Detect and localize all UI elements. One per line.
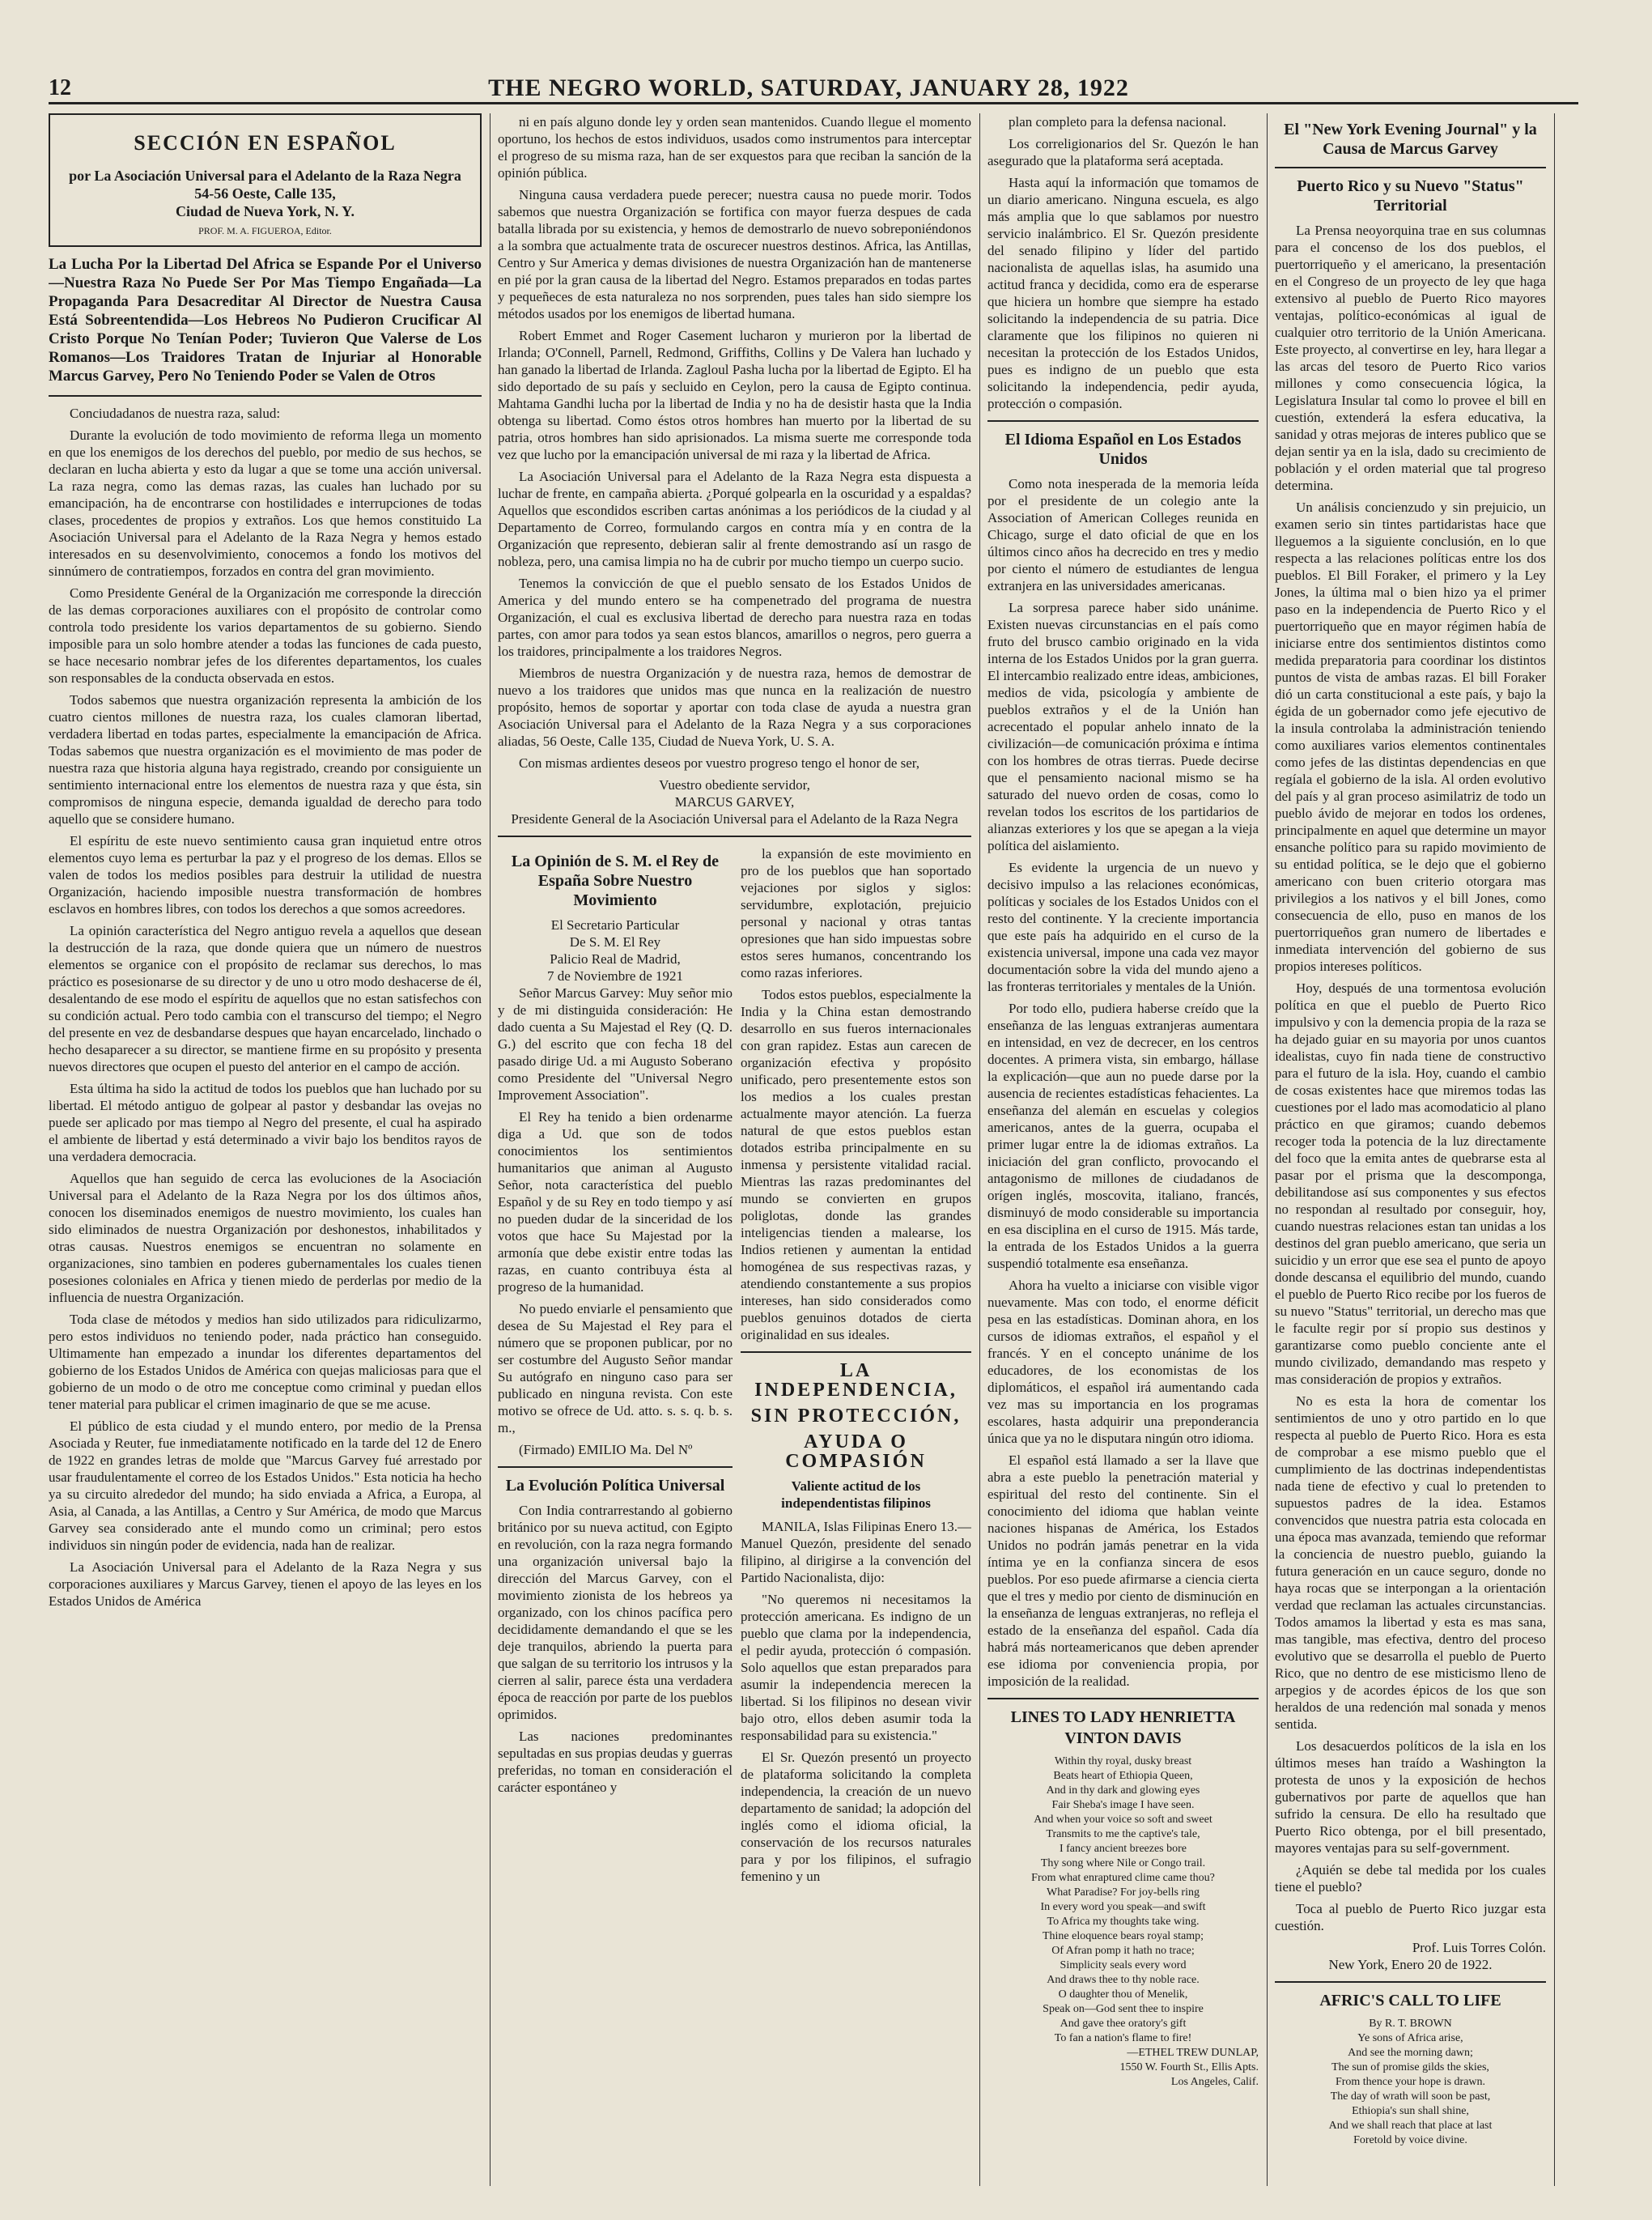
poem-address: Los Angeles, Calif. [1170,2076,1259,2088]
evolucion-title: La Evolución Política Universal [505,1477,725,1495]
poem-line: Thine eloquence bears royal stamp; [1042,1930,1204,1942]
paragraph: Por todo ello, pudiera haberse creído que la enseñanza de las lenguas extranjeras aumentara en intensidad, en vez de decrecer, en los centros docentes. A primera vista, sin embargo, hállase la explicación—que aun no puede darse por la ausencia de recientes estadísticas fehacientes. La enseñanza del alemán en escuelas y colegios americanos, antes de la guerra, ocupaba el primer lugar entre la de idiomas extraños. La iniciación del gran conflicto, provocando el antagonismo de millones de ciudadanos de orígen inglés, moscovita, italiano, francés, disminuyó de modo considerable su importancia en esa disciplina en el curso de 1915. Más tarde, la entrada de los Estados Unidos a la guerra suspendió totalmente esa enseñanza. [987,1001,1259,1271]
independencia-title: AYUDA O COMPASIÓN [785,1431,927,1472]
rey-header-line: Palicio Real de Madrid, [550,951,681,967]
independencia-title: SIN PROTECCIÓN, [750,1406,962,1427]
paragraph: Es evidente la urgencia de un nuevo y decisivo impulso a las relaciones económicas, políticas y sociales de los Estados Unidos con el resto del continente. Y la creciente importancia que este país ha adquirido en el curso de la existencia universal, impone una cada vez mayor documentación sobre la vida del mundo ajeno a las fronteras territoriales y mentales de la Unión. [987,860,1259,994]
paragraph: Hasta aquí la información que tomamos de un diario americano. Ninguna escuela, es algo más amplia que lo que sablamos por nuestro servicio inalámbrico. El Sr. Quezón presidente del senado filipino y líder del partido nacionalista de aquellas islas, ha asumido una actitud franca y decidida, como era de esperarse que hiciera un hombre que siempre ha estado solicitando la independencia de su patria. Dice claramente que los filipinos no quieren ni necesitan la protección de los Estados Unidos, pues es indigno de un pueblo que esta solicitando la independencia, pedir ayuda, protección o compasión. [987,175,1259,411]
ny-journal-title: El "New York Evening Journal" y la Causa de Marcus Garvey [1284,121,1537,158]
quezon-continuation [987,113,1259,412]
poem-title: VINTON DAVIS [1064,1729,1182,1747]
rey-body [498,985,733,1458]
poem-line: The sun of promise gilds the skies, [1331,2061,1489,2073]
column-rule [1267,113,1268,2186]
paragraph: Las naciones predominantes sepultadas en sus propias deudas y guerras preferidas, no toman en consideración el carácter espontáneo y [498,1729,733,1795]
divider [1275,1981,1546,1983]
paragraph: La Asociación Universal para el Adelanto de la Raza Negra esta dispuesta a luchar de frente, en campaña abierta. ¿Porqué golpearla en la oscuridad y a espaldas? Aquellos que escondidos escriben cartas anónimas a los periódicos de la ciudad y al Departamento de Correo, formulando cargos en contra mía y en contra de la Organización que represento, debieran salir al frente demostrando así un rasgo de nobleza, pero, una camisa limpia no ha de cubrir por mucho tiempo un cuerpo sucio. [498,469,971,569]
paragraph: Aquellos que han seguido de cerca las evoluciones de la Asociación Universal para el Adelanto de la Raza Negra por los dos últimos años, conocen los diseminados enemigos de nuestro movimiento, los cuales han sido eliminados de nuestra Organización por deshonestos, inhabilitados y otras causas. Nuestros enemigos se encuentran no solamente en organizaciones, sino tambien en poderes gubernamentales los cuales tienen posesiones coloniales en Africa y tienen miedo de perderlas por medio de la influencia de nuestra Organización. [49,1171,482,1305]
paragraph: ¿Aquién se debe tal medida por los cuales tiene el pueblo? [1275,1862,1546,1895]
paragraph: Conciudadanos de nuestra raza, salud: [70,406,281,421]
col2-article-body [498,113,971,772]
paragraph: Con India contrarrestando al gobierno británico por su nueva actitud, con Egipto en revolución, con la raza negra formando una organización universal bajo la dirección del Marcus Garvey, con el movimiento zionista de los hebreos ya organizado, con los chinos pacífica pero decididamente demandando el que se les deje tranquilos, abriendo la puerta para que salgan de su territorio los intrusos y la cierren al salir, parece ésta una verdadera época de reacción por parte de los pueblos oprimidos. [498,1503,733,1722]
masthead-title: THE NEGRO WORLD, SATURDAY, JANUARY 28, 1922 [488,74,1129,101]
paragraph: Los correligionarios del Sr. Quezón le han asegurado que la plataforma será aceptada. [987,136,1259,168]
paragraph: Miembros de nuestra Organización y de nuestra raza, hemos de demostrar de nuevo a los traidores que unidos mas que nunca en la realización de nuestro propósito, hemos de soportar y aportar con toda clase de ayuda a nuestra gran Asociación Universal para el Adelanto de la Raza Negra y a sus corporaciones aliadas, 56 Oeste, Calle 135, Ciudad de Nueva York, U. S. A. [498,666,971,749]
poem-title: LINES TO LADY HENRIETTA [1010,1708,1236,1726]
paragraph: No puedo enviarle el pensamiento que desea de Su Majestad el Rey para el número que se proponen publicar, por no ser costumbre del Augusto Señor mandar Su autógrafo en ninguno caso para ser publicado en ninguna revista. Con este motivo se ofrece de Ud. atto. s. s. q. b. s. m., [498,1301,733,1435]
poem-body [987,1754,1259,2046]
paragraph: Todos sabemos que nuestra organización representa la ambición de los cuatro cientos millones de nuestra raza, los cuales clamoran libertad, verdadera libertad en todas partes, especialmente la emancipación de Africa. Todas sabemos que nuestra organización es el movimiento de mas poder de nuestra raza que historia alguna haya registrado, creando por consiguiente un sentimiento internacional entre los elementos de nuestra raza y que ésta, sin compromisos de ninguna especie, demanda igualdad de derecho para todo aquello que se considere humano. [49,692,482,827]
paragraph: Ahora ha vuelto a iniciarse con visible vigor nuevamente. Mas con todo, el enorme déficit pesa en las estadísticas. Dominan ahora, en los cursos de idiomas extraños, el español y el francés. Y en el concepto unánime de los educadores, de los economistas de los diplomáticos, el español irá aumentando cada vez mas su importancia en los programas escolares, hasta adquirir una preponderancia única que ya no le disputara ningún otro idioma. [987,1278,1259,1446]
paragraph: La Asociación Universal para el Adelanto de la Raza Negra y sus corporaciones auxiliares y Marcus Garvey, tienen el apoyo de las leyes en los Estados Unidos de América [49,1559,482,1609]
col2-lower-right [741,845,971,1890]
section-editor: PROF. M. A. FIGUEROA, Editor. [198,225,332,236]
paragraph: La opinión característica del Negro antiguo revela a aquellos que desean la destrucción de la raza, que donde quiera que un número de nuestros elementos se organice con el propósito de reclamar sus derechos, lo mas práctico es posesionarse de su director y de uno u otro modo deshacerse de él, desalentando de ese modo el espíritu de aquellos que no estan satisfechos con su condición actual. Pero todo cambia con el transcurso del tiempo; el Negro del presente en vez de desbandarse despues que hayan encarcelado, linchado o hecho desaparecer a su director, se mantiene firme en su propósito y presenta nuevos directores que ocupen el puesto del anterior en el campo de acción. [49,923,482,1074]
column-1 [49,113,482,2186]
poem-line: The day of wrath will soon be past, [1330,2090,1491,2103]
poem-line: And in thy dark and glowing eyes [1046,1784,1200,1797]
poem-line: In every word you speak—and swift [1040,1901,1206,1913]
paragraph: plan completo para la defensa nacional. [1009,114,1227,130]
pr-date: New York, Enero 20 de 1922. [1328,1957,1493,1972]
column-4 [1275,113,1546,2186]
divider [49,395,482,397]
section-line: por La Asociación Universal para el Adelanto de la Raza Negra [69,168,461,184]
poem-line: Ye sons of Africa arise, [1357,2032,1463,2044]
paragraph: Señor Marcus Garvey: Muy señor mio y de mi distinguida consideración: He dado cuenta a Su Majestad el Rey (Q. D. G.) del escrito que con fecha 18 del pasado dirige Ud. a mi Augusto Soberano como Presidente del "Universal Negro Improvement Association". [498,985,733,1103]
poem-line: Thy song where Nile or Congo trail. [1040,1857,1206,1869]
section-line: Ciudad de Nueva York, N. Y. [175,203,355,219]
paragraph: Robert Emmet and Roger Casement lucharon y murieron por la libertad de Irlanda; O'Connell, Parnell, Redmond, Griffiths, Collins y De Valera han luchado y han ganado la libertad de Irlanda. Zagloul Pasha lucha por la libertad de Egipto. El ha sido deportado de su país y secluido en Ceylon, pero la causa de Egipto continua. Mahtama Gandhi lucha por la libertad de India y no ha de desistir hasta que la India obtenga su libertad. Como éstos otros hombres han muerto por la libertad de su patria, otros hombres han sido aprisionados. La misma suerte me corresponde toda vez que lucho por la emancipación universal de mi raza y la libertad de Africa. [498,328,971,462]
column-5 [1562,113,1643,2186]
paragraph: "No queremos ni necesitamos la protección americana. Es indigno de un pueblo que clama por la independencia, el pedir ayuda, protección ó compasión. Solo aquellos que estan preparados para asumir la independencia merecen la libertad. Si los filipinos no desean vivir bajo otro, ellos deben asumir toda la responsabilidad para su existencia." [741,1592,971,1743]
column-3 [987,113,1259,2186]
poem-line: What Paradise? For joy-bells ring [1047,1886,1200,1899]
paragraph: Como nota inesperada de la memoria leída por el presidente de un colegio ante la Association of American Colleges reunida en Chicago, surge el dato oficial de que en los últimos cinco años ha decrecido en tres y medio por ciento el número de estudiantes de lengua extranjera en las universidades americanas. [987,476,1259,593]
poem-line: Fair Sheba's image I have seen. [1051,1799,1195,1811]
col2-lower-split [498,845,971,1890]
paragraph: Con mismas ardientes deseos por vuestro progreso tengo el honor de ser, [519,755,920,771]
poem-line: Within thy royal, dusky breast [1054,1755,1192,1767]
page-number: 12 [49,75,71,100]
column-rule [979,113,980,2186]
independencia-body [741,1518,971,1885]
section-title: SECCIÓN EN ESPAÑOL [134,131,397,155]
paragraph: Durante la evolución de todo movimiento de reforma llega un momento en que los enemigos de los derechos del pueblo, por medio de sus hechos, se declaran en lucha abierta y esto da lugar a que se tome una acción universal. La raza negra, como las demas razas, las cuales han luchado por su emancipación, ha de encontrarse con hostilidades e interrupciones de todas clases, procedentes de propios y extraños. Los que hemos constituido La Asociación Universal para el Adelanto de la Raza Negra y hemos estado interesados en su desenvolvimiento, conocemos a fondo los motivos del sinnúmero de contratiempos, forzados en contra del gran movimiento. [49,427,482,579]
poem-line: From thence your hope is drawn. [1335,2076,1486,2088]
africs-call-body [1275,2031,1546,2148]
column-rule [1554,113,1555,2186]
africs-call-byline: By R. T. BROWN [1369,2018,1452,2030]
divider [498,1466,733,1468]
poem-line: To Africa my thoughts take wing. [1047,1916,1200,1928]
pr-author: Prof. Luis Torres Colón. [1412,1940,1546,1955]
poem-author: —ETHEL TREW DUNLAP, [1127,2047,1259,2059]
idioma-body [987,475,1259,1690]
poem-line: Transmits to me the captive's tale, [1046,1828,1200,1840]
paragraph: Toda clase de métodos y medios han sido utilizados para ridiculizarmo, pero estos individuos no teniendo poder, nada práctico han conseguido. Ultimamente han empezado a inundar los diferentes departamentos del gobierno de los Estados Unidos de América con quejas maliciosas para que el gobierno de un modo o de otro me conceptue como criminal y puedan ellos tener material para publicar el crimen imaginario de que se me acuse. [49,1312,482,1412]
poem-line: O daughter thou of Menelik, [1058,1988,1188,2001]
africs-call-title: AFRIC'S CALL TO LIFE [1319,1992,1501,2009]
puerto-rico-body [1275,222,1546,1934]
poem-line: To fan a nation's flame to fire! [1054,2032,1192,2044]
poem-line: Beats heart of Ethiopia Queen, [1053,1770,1193,1782]
rey-header-line: De S. M. El Rey [569,934,661,950]
poem-line: And see the morning dawn; [1348,2047,1473,2059]
independencia-title: LA INDEPENDENCIA, [754,1360,958,1401]
poem-line: I fancy ancient breezes bore [1059,1843,1187,1855]
paragraph: Hoy, después de una tormentosa evolución política en que el pueblo de Puerto Rico impulsivo y con la demencia propia de la raza se ha dejado guiar en su mayoria por unos cuantos idealistas, cuyo fin nada tiene de constructivo para el futuro de la isla. Hoy, cuando el cambio de cosas existentes hace que miremos todas las cuestiones por el lado mas acomodaticio al plano práctico en que giramos; cuando debemos recoger toda la potencia de la luz directamente del foco que la emita antes de quebrarse esta al pasar por el prisma que la descomponga, debilitandose así sus componentes y sus efectos no respondan al resultado por conseguir, hoy, cuando nuestras relaciones estan tan unidas a los destinos del gran pueblo americano, que seria un suicidio y un error que ese sea el punto de apoyo donde descansa el equilibrio del mundo, cuando el pueblo de Puerto Rico recibe por los fueros de su nuevo "Status" territorial, un derecho mas que le faculte regir por sí propio sus destinos y garantizarse como pueblo conciente ante el mundo civilizado, demandando mas respeto y mas consideración de propios y extraños. [1275,980,1546,1387]
paragraph: Como Presidente Genéral de la Organización me corresponde la dirección de las demas corporaciones auxiliares con el propósito de controlar como controla todo presidente los varios departamentos de su gobierno. Siendo imposible para un solo hombre atender a todas las funciones de cada puesto, se hace necesario nombrar jefes de los diferentes departamentos, los cuales son responsables de la conducta observada en estos. [49,585,482,686]
paragraph: Tenemos la convicción de que el pueblo sensato de los Estados Unidos de America y del mundo entero se ha compenetrado del programa de nuestra Organización, el cual es exclusiva libertad de derecho para nuestra raza en todas partes, con amor para todos ya sean estos blancos, amarillos o negros, pero guerra a los traidores, principalmente a los traidores Negros. [498,576,971,659]
paragraph: Toca al pueblo de Puerto Rico juzgar esta cuestión. [1275,1901,1546,1933]
paragraph: El Sr. Quezón presentó un proyecto de plataforma solicitando la completa independencia, la creación de un nuevo departamento de sanidad; la adopción del inglés como el idioma oficial, la conservación de los recursos naturales para y por los filipinos, el sufragio femenino y un [741,1750,971,1884]
poem-line: Foretold by voice divine. [1353,2134,1467,2146]
paragraph: Ninguna causa verdadera puede perecer; nuestra causa no puede morir. Todos sabemos que nuestra Organización se fortifica con mayor fuerza despues de cada batalla librada por su existencia, y hemos de demostrarlo de nuevo sobreponiéndonos a la sombra que actualmente trata de oscurecer nuestros destinos. Africa, las Antillas, Centro y Sur America y demas divisiones de nuestra Organización han de mantenerse en pié por la gran causa de la libertad del Negro. Estamos preparados en todas partes y pequeñeces de esta naturaleza no nos sorprenden, pues tales han sido siempre los métodos usados por los enemigos de libertad humana. [498,187,971,321]
evolucion-body [498,1502,733,1796]
divider [1275,167,1546,168]
paragraph: (Firmado) EMILIO Ma. Del Nº [519,1442,693,1457]
poem-line: From what enraptured clime came thou? [1031,1872,1215,1884]
signature-closing: Vuestro obediente servidor, [659,777,810,793]
rey-title: La Opinión de S. M. el Rey de España Sobre Nuestro Movimiento [511,853,720,909]
col1-article-body [49,405,482,1610]
puerto-rico-title: Puerto Rico y su Nuevo "Status" Territorial [1297,177,1524,215]
col2-lower-left [498,845,733,1890]
paragraph: El español está llamado a ser la llave que abra a este pueblo la penetración material y espiritual del resto del continente. Sin el conocimiento del idioma que hablan veinte naciones hispanas de América, los Estados Unidos no podrán jamás penetrar en la vida íntima ye en la confianza sincera de esos pueblos. Por eso puede afirmarse a ciencia cierta que el tres y medio por ciento de disminución en la enseñanza de lenguas extranjeras, no refleja el estado de la enseñanza del español. Cada día habrá más norteamericanos que deben aprender ese idioma por conveniencia propia, por imposición de la realidad. [987,1452,1259,1689]
paragraph: Esta última ha sido la actitud de todos los pueblos que han luchado por su libertad. El método antiguo de golpear al pastor y desbandar las ovejas no puede ser aplicado por mas tiempo al Negro del presente, el cual ha aspirado el ambiente de libertad y está determinado a vivir bajo los benditos rayos de una verdadera democracia. [49,1081,482,1164]
poem-line: Speak on—God sent thee to inspire [1043,2003,1204,2015]
paragraph: El espíritu de este nuevo sentimiento causa gran inquietud entre otros elementos cuyo lema es perturbar la paz y el progreso de los demas. Ellos se valen de todos los medios posibles para destruir la utilidad de nuestra Organización, haciendo imposible nuestra transformación de hombres esclavos en hombres libres, con todos los derechos a que somos acreedores. [49,833,482,916]
rey-header-line: 7 de Noviembre de 1921 [546,968,684,984]
poem-line: And we shall reach that place at last [1328,2120,1493,2132]
poem-line: Ethiopia's sun shall shine, [1352,2105,1469,2117]
paragraph: MANILA, Islas Filipinas Enero 13.—Manuel Quezón, presidente del senado filipino, al dirigirse a la convención del Partido Nacionalista, dijo: [741,1519,971,1585]
paragraph: El público de esta ciudad y el mundo entero, por medio de la Prensa Asociada y Reuter, fue inmediatamente notificado en la tarde del 12 de Enero de 1922 en grandes letras de molde que "Marcus Garvey fué arrestado por usar fraudulentamente el correo de los Estados Unidos." Esta noticia ha hecho ya su circuito alrededor del mundo; ha sido enviada a Africa, a Europa, al Asia, al Canada, a las Antillas, a Centro y Sur América, de modo que Marcus Garvey sea considerado ante el mundo como un criminal; pero estos individuos sin ningún poder de evidencia, nada han de realizar. [49,1418,482,1553]
rey-header-line: El Secretario Particular [550,917,680,933]
poem-line: And when your voice so soft and sweet [1034,1814,1212,1826]
signature-title: Presidente General de la Asociación Universal para el Adelanto de la Raza Negra [511,811,958,827]
paragraph: La sorpresa parece haber sido unánime. Existen nuevas circunstancias en el país como fruto del brusco cambio originado en la vida interna de los Estados Unidos por la gran guerra. El intercambio realizado entre ideas, ambiciones, medios de vida, psicología y ambiente de pueblos extraños y el de la Unión han acrecentado el popular anhelo innato de la civilización—de comunicación próxima e íntima con los hombres de otras tierras. Puede decirse que el pensamiento nacional mismo se ha saturado del nuevo orden de cosas, como lo revelan todos los escritos de los partidarios de alianzas exteriores y los que se apegan a la vieja política del aislamiento. [987,600,1259,853]
independencia-subtitle: Valiente actitud de los independentistas filipinos [781,1478,931,1511]
divider [741,1351,971,1353]
paragraph: No es esta la hora de comentar los sentimientos de uno y otro partido en lo que respecta al pueblo de Puerto Rico. Hora es esta de comprobar a ese mismo pueblo que el cumplimiento de las doctrinas independentistas nada tiene de efectivo y cual lo pretenden to supuestos padres de la idea. Estamos convencidos que nuestra patria esta colocada en una época mas avanzada, temiendo que reformar la conciencia de nuestro pueblo, guiando la futura generación en un cauce seguro, donde no haya rocas que se interpongan a la orientación verdad que reclaman las actuales circunstancias. Todos amamos la libertad y esta es mas sana, mas tangible, mas efectiva, dentro del proceso evolutivo que se desarrolla el pueblo de Puerto Rico, que no dentro de ese misticismo lleno de arpegios y de acordes épicos de los que son heraldos de una redención mal sonada y menos sentida. [1275,1393,1546,1732]
column-2 [498,113,971,2186]
section-line: 54-56 Oeste, Calle 135, [194,185,336,202]
paragraph: Todos estos pueblos, especialmente la India y la China estan demostrando desarrollo en sus fueros internacionales con gran rapidez. Estas aun carecen de organización efectiva y propósito unificado, pero presentemente estos son los medios a los cuales prestan actualmente mayor atención. La fuerza natural de que estos pueblos estan dotados estriba principalmente en su inmensa y persistente vitalidad racial. Mientras las razas predominantes del mundo se convierten en grupos poliglotas, donde las grandes inteligencias tienden a malearse, los Indios retienen y aumentan la entidad homogénea de sus respectivas razas, y atendiendo constantemente a sus propios intereses, han sido considerados como pueblos genuinos dotados de cierta originalidad en sus ideales. [741,987,971,1342]
paragraph: ni en país alguno donde ley y orden sean mantenidos. Cuando llegue el momento oportuno, los hechos de estos individuos, usados como instrumentos para interceptar el progreso de su misma raza, han de ser exquestos para que reciban la sanción de la opinión pública. [498,114,971,181]
signature-name: MARCUS GARVEY, [674,794,795,810]
poem-address: 1550 W. Fourth St., Ellis Apts. [1119,2061,1259,2073]
idioma-title: El Idioma Español en Los Estados Unidos [1004,431,1242,468]
paragraph: Un análisis concienzudo y sin prejuicio, un examen serio sin tintes partidaristas hace que lleguemos a la siguiente conclusión, en lo que respecta a las relaciones políticas entre los dos pueblos. El Bill Foraker, el primero y la Ley Jones, la última mal o bien hizo ya el primer paso en la independencia de Puerto Rico y el puertorriqueño que en mayor régimen había de iniciarse entre dos sentimientos distintos como medida preparatoria para coordinar los distintos puntos de vista de ambas razas. El bill Foraker dió un carta constitucional a este país, y bajo la égida de un gobernador como jefe ejecutivo de la insula controlaba la administración teniendo como auxiliares varios elementos continentales como jefes de las distintas dependencias en que regíala el gobierno de la isla. Al orden evolutivo del país y al gran proceso asimilatriz de todo un pueblo ávido de mejorar en todos los ordenes, principalmente en aquel que determine un mayor ensanche político para su rapido movimiento de su entidad política, se le dejo que el gobierno americano con buen criterio otorgara mas privilegios a los nativos y el bill Jones, como consecuencia de ello, puso en manos de los puertorriqueños gran numero de libertades e inmediata intervención del gobierno de sus propios intereses políticos. [1275,500,1546,974]
paragraph: la expansión de este movimiento en pro de los pueblos que han soportado vejaciones por siglos y siglos: servidumbre, explotación, prejuicio personal y nacional y otras tantas opresiones que han sido impuestas sobre estos seres humanos, concentrando los como razas inferiores. [741,846,971,980]
divider [987,420,1259,422]
poem-line: And gave thee oratory's gift [1060,2018,1187,2030]
poem-line: Of Afran pomp it hath no trace; [1051,1945,1195,1957]
paragraph: La Prensa neoyorquina trae en sus columnas para el concenso de los dos pueblos, el puertorriqueño y el americano, la presentación en el Congreso de un proyecto de ley que haga extensivo al pueblo de Puerto Rico mayores ventajas, político-económicas al igual de cualquier otro territorio de la Unión Americana. Este proyecto, al convertirse en ley, hara llegar a las arcas del tesoro de Puerto Rico varios millones y como consecuencia lógica, la Legislatura Insular tal como lo provee el bill en cuestión, extenderá la esfera educativa, la sanidad y otras mejoras de interes publico que se dejan sentir ya en la isla, dado su crecimiento de población y el orden material que tal progreso determina. [1275,223,1546,493]
paragraph: El Rey ha tenido a bien ordenarme diga a Ud. que son de todos conocimientos los sentimientos humanitarios que animan al Augusto Señor, nota característica del pueblo Español y de su Rey en todo tiempo y así no pueden dudar de la sinceridad de los votos que hace Su Majestad por la armonía que debe existir entre todas las razas, en cuanto contribuya ésta al progreso de la humanidad. [498,1109,733,1295]
section-header-box [49,113,482,247]
divider [498,836,971,837]
masthead [49,74,1578,104]
expansion-body [741,845,971,1343]
poem-line: And draws thee to thy noble race. [1047,1974,1200,1986]
main-headline: La Lucha Por la Libertad Del Africa se Espande Por el Universo—Nuestra Raza No Puede Ser Por Mas Tiempo Engañada—La Propaganda Para Desacreditar Al Director de Nuestra Causa Está Sobreentendida—Los Hebreos No Pudieron Crucificar Al Cristo Porque No Tenían Poder; Tuvieron Que Valerse de Los Romanos—Los Traidores Tratan de Injuriar al Honorable Marcus Garvey, Pero No Teniendo Poder se Valen de Otros [49,256,482,385]
poem-line: Simplicity seals every word [1060,1959,1187,1971]
divider [987,1698,1259,1699]
paragraph: Los desacuerdos políticos de la isla en los últimos meses han traído a Washington la protesta de unos y la exposición de hechos gubernativos por parte de aquellos que han sufrido la censura. De ello ha resultado que Puerto Rico obtenga, por el bill presentado, mayores ventajas para su self-government. [1275,1738,1546,1856]
column-rule [490,113,491,2186]
